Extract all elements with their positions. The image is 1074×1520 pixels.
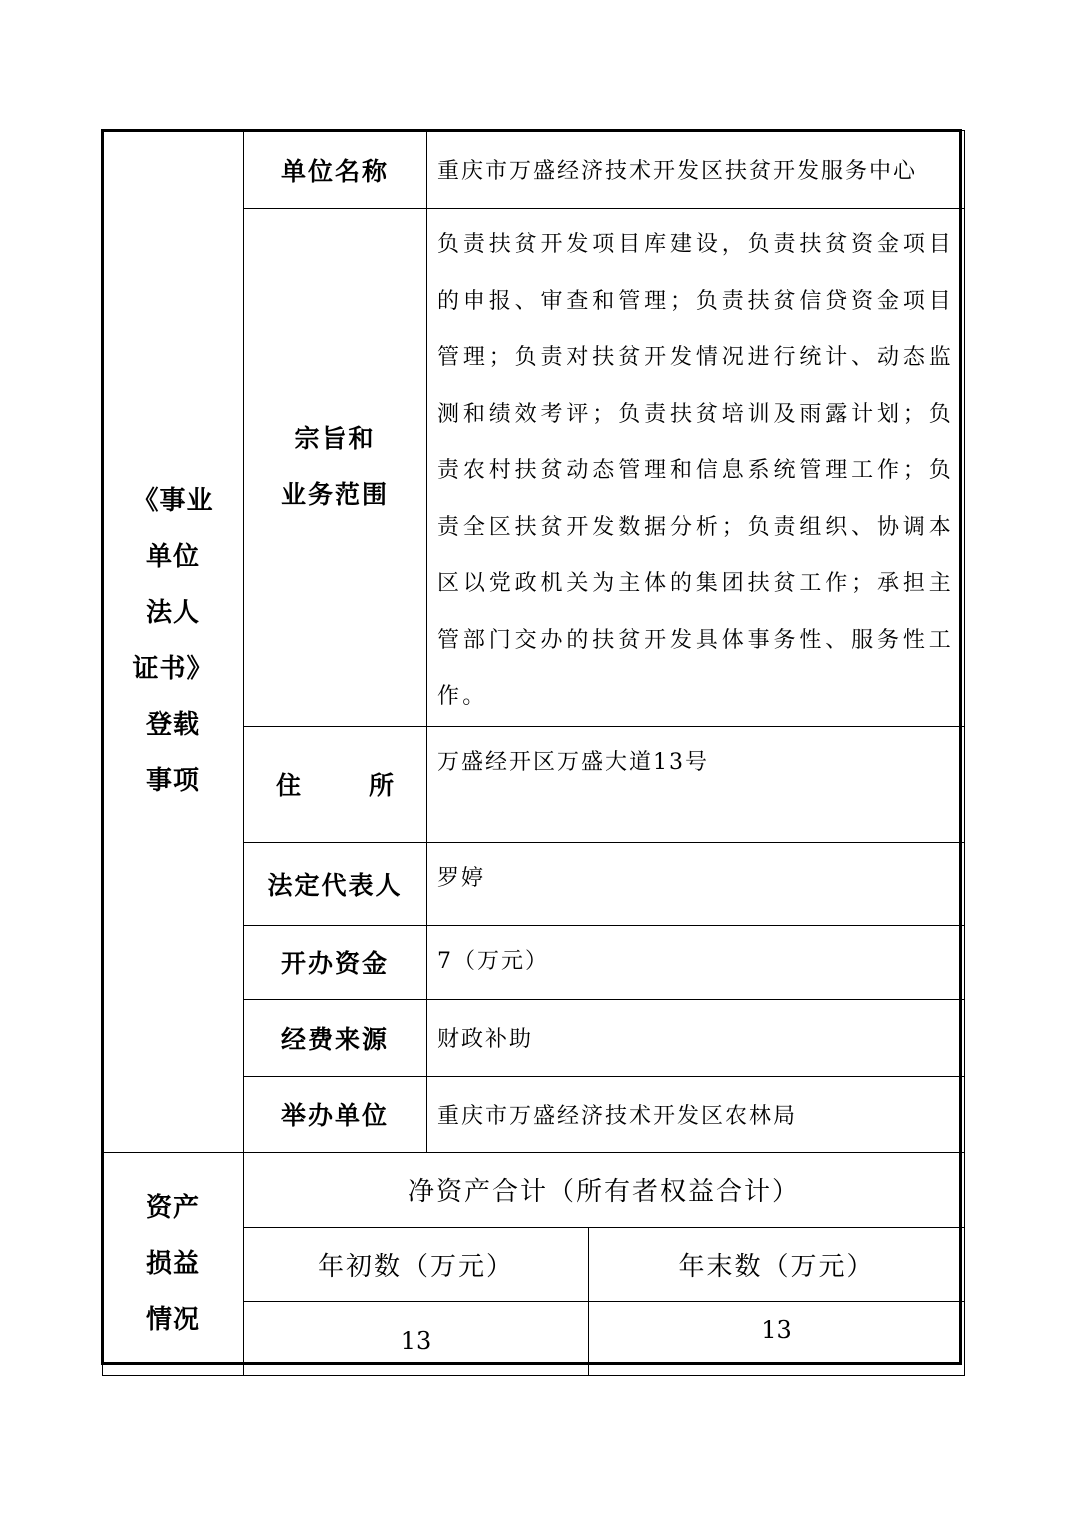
sponsor-value: 重庆市万盛经济技术开发区农林局 (427, 1076, 965, 1152)
address-label: 住 所 (244, 726, 427, 842)
funding-source-value: 财政补助 (427, 999, 965, 1076)
start-of-year-value: 13 (244, 1301, 589, 1375)
sponsor-label: 举办单位 (244, 1076, 427, 1152)
assets-section-title: 资产 损益 情况 (103, 1152, 244, 1375)
capital-label: 开办资金 (244, 925, 427, 999)
start-of-year-label: 年初数（万元） (244, 1227, 589, 1301)
address-value: 万盛经开区万盛大道13号 (427, 726, 965, 842)
legal-rep-label: 法定代表人 (244, 842, 427, 925)
legal-rep-value: 罗婷 (427, 842, 965, 925)
net-assets-header: 净资产合计（所有者权益合计） (244, 1152, 965, 1227)
end-of-year-value: 13 (589, 1301, 965, 1375)
funding-source-label: 经费来源 (244, 999, 427, 1076)
scope-label: 宗旨和 业务范围 (244, 209, 427, 727)
scope-value: 负责扶贫开发项目库建设，负责扶贫资金项目的申报、审查和管理；负责扶贫信贷资金项目管理；负责对扶贫开发情况进行统计、动态监测和绩效考评；负责扶贫培训及雨露计划；负责农村扶贫动态管理和信息系统管理工作；负责全区扶贫开发数据分析；负责组织、协调本区以党政机关为主体的集团扶贫工作；承担主管部门交办的扶贫开发具体事务性、服务性工作。 (427, 209, 965, 727)
unit-name-value: 重庆市万盛经济技术开发区扶贫开发服务中心 (427, 131, 965, 209)
end-of-year-label: 年末数（万元） (589, 1227, 965, 1301)
registration-table (102, 130, 965, 1376)
unit-name-label: 单位名称 (244, 131, 427, 209)
registration-section-title: 《事业 单位 法人 证书》 登载 事项 (103, 131, 244, 1153)
capital-value: 7（万元） (427, 925, 965, 999)
